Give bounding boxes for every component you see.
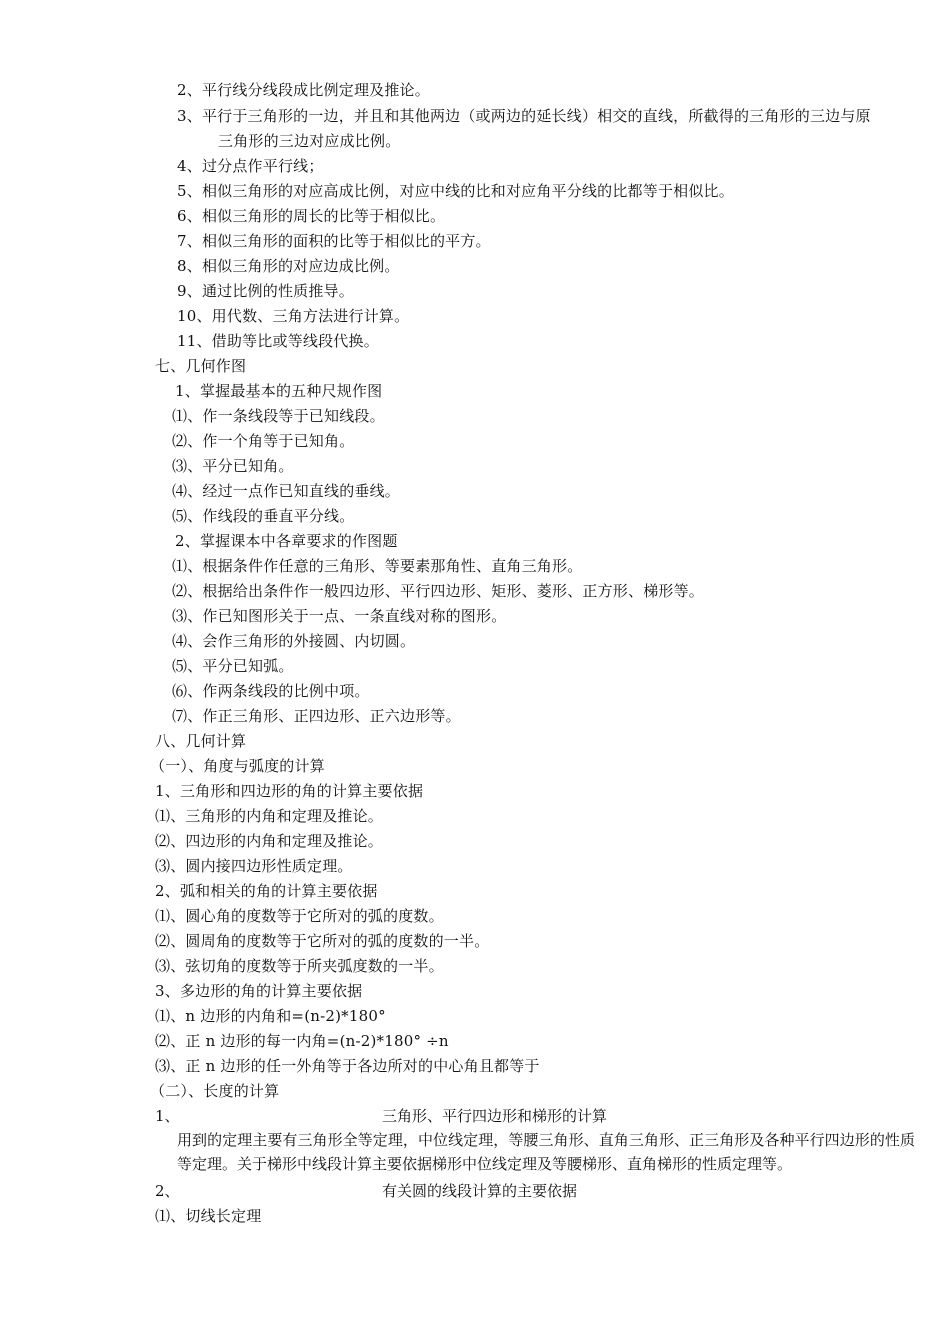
text-line: 11、借助等比或等线段代换。 [177,332,379,350]
text-line: ⑸、作线段的垂直平分线。 [172,507,355,525]
paragraph: 用到的定理主要有三角形全等定理，中位线定理，等腰三角形、直角三角形、正三角形及各种平行四边形的性质等定理。关于梯形中线段计算主要依据梯形中位线定理及等腰梯形、直角梯形的性质定理等。 [177,1131,915,1173]
item-title: 三角形、平行四边形和梯形的计算 [382,1107,608,1125]
text-line: 3、多边形的角的计算主要依据 [155,982,363,1000]
subsection-heading: （一）、角度与弧度的计算 [150,757,325,775]
text-line: 2、弧和相关的角的计算主要依据 [155,882,378,900]
text-line: ⑵、作一个角等于已知角。 [172,432,355,450]
section-heading: 八、几何计算 [155,732,247,750]
item-number: 1、 [155,1107,180,1125]
text-line: 三角形的三边对应成比例。 [218,132,401,150]
section-heading: 七、几何作图 [155,357,247,375]
text-line: ⑴、根据条件作任意的三角形、等要素那角性、直角三角形。 [172,557,583,575]
text-line: ⑶、圆内接四边形性质定理。 [155,857,353,875]
text-line: 5、相似三角形的对应高成比例，对应中线的比和对应角平分线的比都等于相似比。 [177,182,734,200]
text-line: ⑴、三角形的内角和定理及推论。 [155,807,384,825]
text-line: ⑴、切线长定理 [155,1207,262,1225]
subsection-heading: （二）、长度的计算 [150,1082,280,1100]
text-line: ⑷、经过一点作已知直线的垂线。 [172,482,401,500]
text-line: 3、平行于三角形的一边，并且和其他两边（或两边的延长线）相交的直线，所截得的三角形的三边与原 [177,107,871,125]
text-line: 10、用代数、三角方法进行计算。 [177,307,410,325]
text-line: ⑷、会作三角形的外接圆、内切圆。 [172,632,416,650]
text-line: 1、三角形和四边形的角的计算主要依据 [155,782,424,800]
text-line: 4、过分点作平行线； [177,157,324,175]
text-line: ⑶、作已知图形关于一点、一条直线对称的图形。 [172,607,507,625]
text-line: 7、相似三角形的面积的比等于相似比的平方。 [177,232,491,250]
item-title: 有关圆的线段计算的主要依据 [382,1182,578,1200]
item-number: 2、 [155,1182,180,1200]
text-line: 8、相似三角形的对应边成比例。 [177,257,400,275]
text-line: 6、相似三角形的周长的比等于相似比。 [177,207,446,225]
text-line: ⑵、圆周角的度数等于它所对的弧的度数的一半。 [155,932,490,950]
text-line: ⑵、根据给出条件作一般四边形、平行四边形、矩形、菱形、正方形、梯形等。 [172,582,705,600]
text-line: 2、平行线分线段成比例定理及推论。 [177,81,430,99]
text-line: ⑶、弦切角的度数等于所夹弧度数的一半。 [155,957,444,975]
text-line: ⑺、作正三角形、正四边形、正六边形等。 [172,707,461,725]
text-line: ⑹、作两条线段的比例中项。 [172,682,370,700]
text-line: ⑶、正 n 边形的任一外角等于各边所对的中心角且都等于 [155,1057,540,1075]
text-line: ⑸、平分已知弧。 [172,657,294,675]
text-line: ⑵、四边形的内角和定理及推论。 [155,832,384,850]
formula-line: ⑵、正 n 边形的每一内角=(n-2)*180° ÷n [155,1032,449,1050]
formula-line: ⑴、n 边形的内角和=(n-2)*180° [155,1007,386,1025]
text-line: ⑴、圆心角的度数等于它所对的弧的度数。 [155,907,444,925]
text-line: ⑴、作一条线段等于已知线段。 [172,407,385,425]
text-line: 2、掌握课本中各章要求的作图题 [175,532,398,550]
text-line: 1、掌握最基本的五种尺规作图 [175,382,383,400]
text-line: ⑶、平分已知角。 [172,457,294,475]
text-line: 9、通过比例的性质推导。 [177,282,354,300]
